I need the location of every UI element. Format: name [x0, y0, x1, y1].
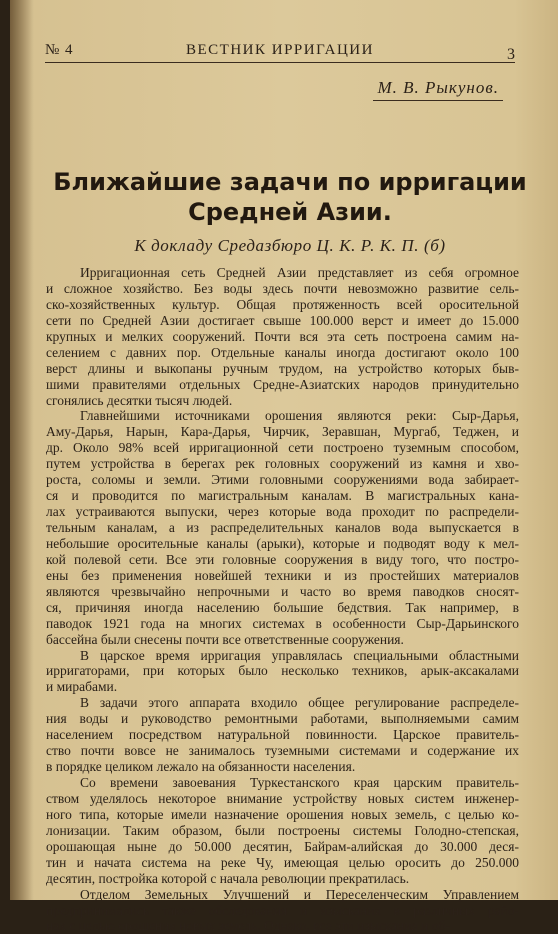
text-line: Ирригационная сеть Средней Азии представляет из себя огромное: [80, 265, 519, 280]
text-line: бассейна были снесены почти все ответственные сооружения.: [46, 631, 404, 647]
text-line: ния воды и руководство ремонтными работами, выполняемыми самим: [46, 711, 519, 727]
text-line: Отделом Земельных Улучшений и Переселенческим Управлением: [80, 886, 519, 902]
text-line: и мирабами.: [46, 679, 118, 695]
paragraph: [46, 775, 519, 887]
text-line: ены без применения новейшей техники и из простейших материалов: [46, 567, 519, 583]
text-line: шими правителями отдельных Средне-Азиатских народов принудительно: [46, 376, 519, 392]
text-line: верст длины и выкопаны ручным трудом, на устройство которых быв-: [46, 360, 519, 376]
text-line: ирригаторами, при которых было несколько техников, арык-аксакалами: [46, 663, 519, 679]
article-title-line-2: Средней Азии.: [188, 198, 392, 226]
text-line: ся и проводится по магистральным каналам. В магистральных кана-: [46, 488, 519, 504]
journal-page: [10, 0, 558, 934]
text-line: В задачи этого аппарата входило общее регулирование распределе-: [80, 695, 519, 711]
text-line: в порядке целиком лежало на обязанности населения.: [46, 759, 356, 775]
paragraph: [46, 887, 519, 934]
text-line: Главнейшими источниками орошения являются реки: Сыр-Дарья,: [80, 408, 519, 424]
text-line: населением посредством натуральной повинности. Царское правитель-: [46, 727, 519, 743]
article-subtitle: К докладу Средазбюро Ц. К. Р. К. П. (б): [134, 236, 446, 255]
text-line: ством уделялось некоторое внимание устройству новых систем инженер-: [46, 790, 519, 806]
text-line: ство почти вовсе не занималось туземными системами и содержание их: [46, 743, 519, 759]
text-line: др. Около 98% всей ирригационной сети построено туземным способом,: [46, 440, 519, 456]
page-number: 3: [507, 46, 515, 63]
text-line: являются чрезвычайно непрочными и часто во время паводков сносят-: [46, 583, 519, 599]
text-line: Со времени завоевания Туркестанского края царским правитель-: [80, 775, 519, 790]
text-line: ся, причиняя иногда населению большие бедствия. Так например, в: [46, 599, 519, 615]
article-body: [46, 265, 519, 934]
text-line: кой полевой сети. Все эти головные сооружения в виду того, что постро-: [46, 551, 519, 567]
text-line: сгонялись десятки тысяч людей.: [46, 392, 233, 408]
text-line: паводок 1921 года на многих системах в особенности Сыр-Дарьинского: [46, 615, 519, 631]
text-line: орошающая ныне до 50.000 десятин, Байрам-алийская до 30.000 деся-: [46, 838, 519, 854]
text-line: тельным каналам, а из распределительных каналов вода выпускается в: [46, 520, 519, 535]
text-line: и сложное хозяйство. Без воды здесь почти невозможно развитие сель-: [46, 280, 519, 296]
text-line: лах устраиваются выпуски, через которые вода проходит по распредели-: [46, 504, 519, 520]
text-line: лонизации. Таким образом, были построены системы Голодно-степская,: [46, 822, 519, 838]
text-line: десятин, постройка которой с начала революции прекратилась.: [46, 870, 410, 886]
text-line: В царское время ирригация управлялась специальными областными: [80, 647, 519, 663]
text-line: путем устройства в берегах рек головных сооружений из камня и хво-: [46, 456, 519, 472]
text-line: нах с целью орошения новых земель. Однако, все эти изыскания и об-: [46, 918, 450, 934]
text-line: ного типа, которые имели назначение орошения новых земель, с целью ко-: [46, 806, 519, 822]
text-line: роста, соломы и земли. Этими головными сооружениями вода забирает-: [46, 472, 519, 488]
paragraph: [46, 408, 519, 647]
text-line: сети по Средней Азии достигает свыше 100.000 верст и имеет до 15.000: [46, 312, 519, 328]
journal-title: ВЕСТНИК ИРРИГАЦИИ: [186, 42, 374, 58]
text-line: небольшие оросительные каналы (арыки), которые и подводят воду к мел-: [46, 535, 519, 551]
paragraph: [46, 265, 519, 408]
paragraph: [46, 648, 519, 696]
text-line: предпринимались также обследования и изыскания в различных райо-: [46, 902, 519, 918]
paragraph: [46, 695, 519, 775]
author-name: М. В. Рыкунов.: [373, 78, 503, 101]
text-line: Аму-Дарья, Нарын, Кара-Дарья, Чирчик, Зеравшан, Мургаб, Теджен, и: [46, 424, 519, 440]
issue-number: № 4: [45, 42, 74, 58]
text-line: селением с давних пор. Отдельные каналы иногда достигают около 100: [46, 344, 519, 360]
running-header: [45, 40, 515, 63]
text-line: тин и начата система на реке Чу, имеющая целью оросить до 250.000: [46, 854, 519, 870]
text-line: крупных и мелких сооружений. Почти вся эта сеть построена самим на-: [46, 328, 519, 344]
text-line: ско-хозяйственных культур. Общая протяженность всей оросительной: [46, 296, 519, 312]
article-title-line-1: Ближайшие задачи по ирригации: [53, 168, 527, 196]
